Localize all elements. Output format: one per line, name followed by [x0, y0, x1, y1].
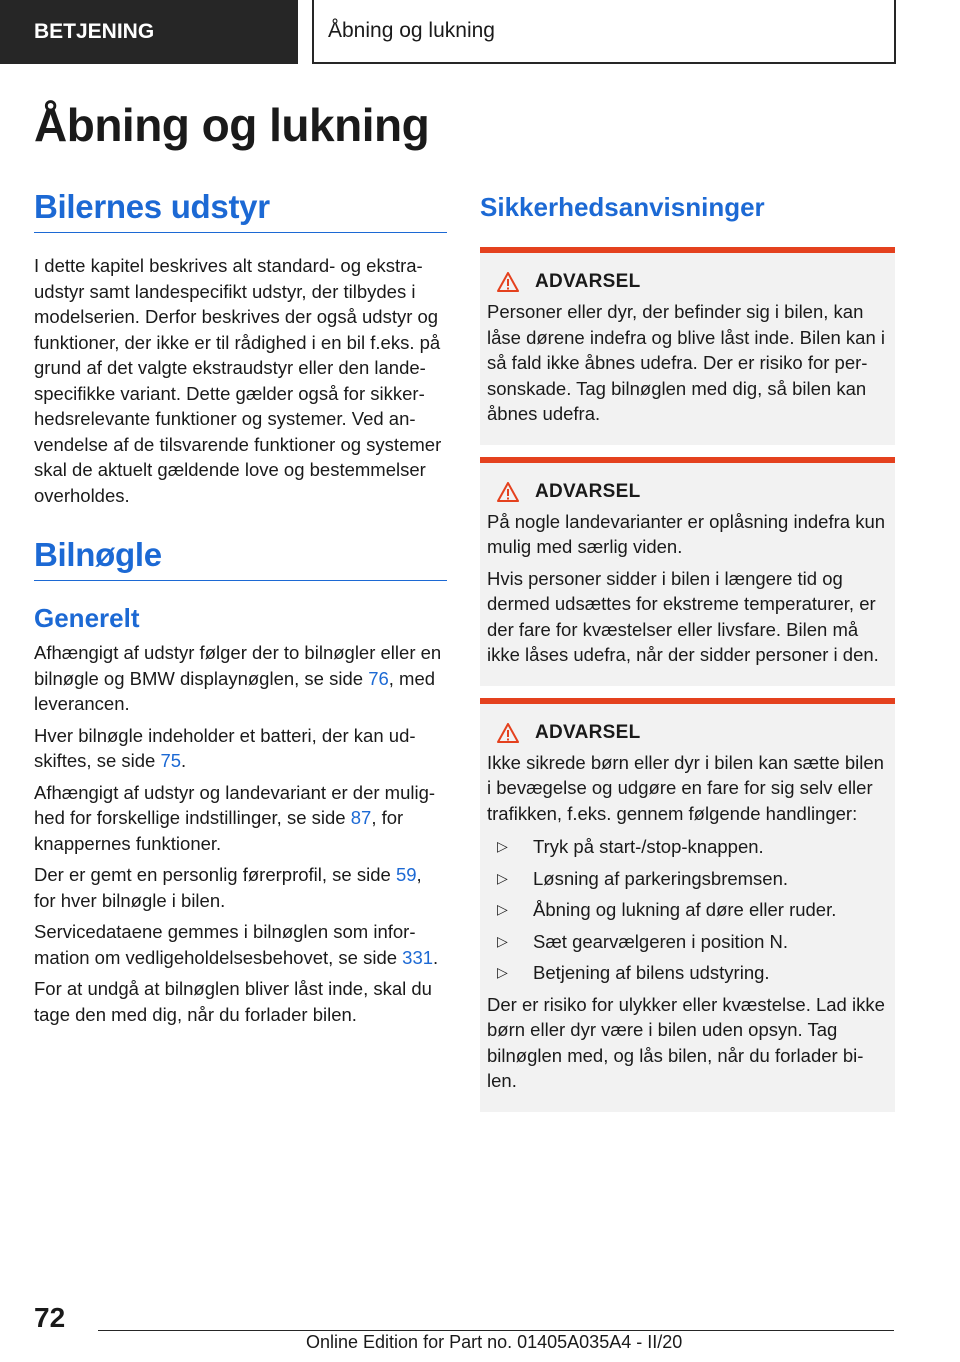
page-link-76[interactable]: 76 [368, 667, 389, 689]
page-link-87[interactable]: 87 [350, 807, 372, 828]
header-chapter-label: Åbning og lukning [328, 19, 495, 42]
paragraph-key-count: Afhængigt af udstyr følger der to bilnøgler eller en bilnøgle og BMW displaynøglen, se side 76, med leverancen. [34, 642, 442, 714]
header-section-tab [0, 0, 298, 64]
page-link-59[interactable]: 59 [395, 864, 417, 885]
footer-divider [98, 1330, 894, 1331]
header-chapter-tab [312, 0, 896, 64]
list-item: ▷ Tryk på start-/stop-knappen. [487, 834, 887, 860]
list-item: ▷ Sæt gearvælgeren i position N. [487, 929, 887, 955]
warning-text: På nogle landevarianter er oplåsning indefra kun mulig med særlig viden. [487, 510, 886, 557]
page-link-331[interactable]: 331 [402, 946, 434, 968]
warning-text: Personer eller dyr, der befinder sig i bilen, kan låse dørene indefra og blive låst inde. Bilen kan i så fald ikke åbnes udefra. Der er risiko for personskade. Tag bilnøglen med dig, så bilen kan åbnes udefra. [487, 301, 885, 424]
paragraph-service-data: Servicedataene gemmes i bilnøglen som information om vedligeholdelsesbehovet, se side 331. [34, 921, 439, 968]
warning-text: Der er risiko for ulykker eller kvæstelse. Lad ikke børn eller dyr være i bilen uden opsyn. Tag bilnøglen med, og lås bilen, når du forlader bilen. [487, 993, 885, 1091]
heading-general: Generelt [34, 603, 140, 633]
header-section-label: BETJENING [34, 20, 155, 43]
warning-text: Ikke sikrede børn eller dyr i bilen kan sætte bilen i bevægelse og udgøre en fare for sig selv eller trafikken, f.eks. gennem følgende handlinger: [487, 751, 884, 824]
action-list [487, 834, 887, 986]
list-item: ▷ Løsning af parkeringsbremsen. [487, 866, 887, 892]
warning-box [480, 698, 895, 1112]
list-item: ▷ Åbning og lukning af døre eller ruder. [487, 897, 887, 923]
paragraph-settings: Afhængigt af udstyr og landevariant er der mulighed for forskellige indstillinger, se side 87, for knappernes funktioner. [34, 781, 436, 854]
triangle-bullet-icon: ▷ [497, 932, 508, 949]
heading-equipment: Bilernes udstyr [34, 188, 447, 233]
warning-label: ADVARSEL [535, 480, 641, 502]
warning-label: ADVARSEL [535, 721, 641, 743]
right-column [480, 188, 895, 1112]
triangle-bullet-icon: ▷ [497, 838, 508, 854]
page-link-75[interactable]: 75 [160, 750, 182, 771]
footer-edition: Online Edition for Part no. 01405A035A4 - II/20 [306, 1332, 683, 1352]
warning-triangle-icon [497, 272, 519, 292]
heading-car-key: Bilnøgle [34, 536, 447, 581]
triangle-bullet-icon: ▷ [497, 901, 508, 917]
warning-text: Hvis personer sidder i bilen i længere tid og dermed udsættes for ekstreme temperaturer, er der fare for kvæstelser eller livsfare. Bilen må ikke låses udefra, når der sidder personer i den. [487, 567, 879, 665]
warning-box [480, 247, 895, 445]
warning-triangle-icon [497, 482, 519, 502]
list-item: ▷ Betjening af bilens udstyring. [487, 960, 887, 986]
paragraph-take-key: For at undgå at bilnøglen bliver låst inde, skal du tage den med dig, når du forlader bilen. [34, 978, 432, 1025]
triangle-bullet-icon: ▷ [497, 964, 508, 980]
triangle-bullet-icon: ▷ [497, 869, 508, 886]
paragraph-equipment: I dette kapitel beskrives alt standard- og ekstraudstyr samt landespecifikt udstyr, der tilbydes i modelserien. Derfor beskrives der også udstyr og funktioner, der ikke er til rådighed i en bil f.eks. på grund af det valgte ekstraudstyr eller den landespecifikke variant. Dette gælder også for sikkerhedsrelevante funktioner og systemer. Ved anvendelse af de tilsvarende funktioner og systemer skal de aktuelt gældende love og bestemmelser overholdes. [34, 255, 442, 506]
warning-label: ADVARSEL [535, 271, 641, 292]
warning-triangle-icon [497, 723, 519, 743]
left-column [34, 188, 447, 1027]
paragraph-driver-profile: Der er gemt en personlig førerprofil, se side 59, for hver bilnøgle i bilen. [34, 864, 422, 911]
heading-safety: Sikkerhedsanvisninger [480, 192, 765, 222]
paragraph-battery: Hver bilnøgle indeholder et batteri, der kan udskiftes, se side 75. [34, 724, 416, 771]
warning-box [480, 457, 895, 686]
page-number: 72 [34, 1302, 66, 1333]
page-title: Åbning og lukning [34, 99, 430, 151]
